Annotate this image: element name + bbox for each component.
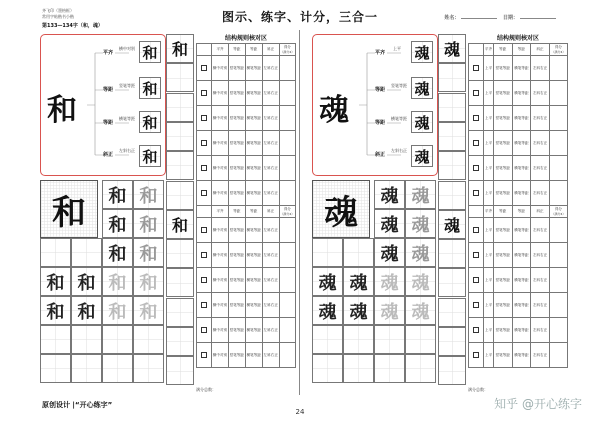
score-rule-cell[interactable]: 横笔等距 bbox=[245, 56, 262, 81]
score-value-cell[interactable] bbox=[279, 131, 295, 156]
score-rule-cell[interactable]: 横中对别 bbox=[212, 318, 229, 343]
right-branch-cat-4: 斜正 bbox=[375, 152, 386, 158]
name-date-fields bbox=[444, 14, 560, 21]
score-rule-cell[interactable]: 竖笔等距 bbox=[493, 156, 512, 181]
score-rule-cell[interactable]: 上平 bbox=[484, 131, 494, 156]
score-rule-cell[interactable]: 左斜右正 bbox=[262, 268, 279, 293]
trace-cell[interactable] bbox=[166, 63, 194, 92]
score-rule-cell[interactable]: 横笔等距 bbox=[245, 181, 262, 206]
score-rule-cell[interactable]: 横笔等距 bbox=[512, 106, 531, 131]
score-rule-cell[interactable]: 横中对别 bbox=[212, 106, 229, 131]
page-title: 图示、练字、计分，三合一 bbox=[221, 10, 378, 24]
score-rule-cell[interactable]: 左斜右正 bbox=[531, 156, 550, 181]
left-panel-title: 结构规则核对区 bbox=[224, 35, 267, 42]
score-rule-cell[interactable]: 横笔等距 bbox=[512, 293, 531, 318]
left-branch-cat-2: 等距 bbox=[103, 87, 114, 93]
left-example-1: 和 bbox=[139, 41, 161, 63]
score-checkbox[interactable] bbox=[201, 277, 207, 283]
practice-cell[interactable]: 魂 bbox=[374, 296, 405, 325]
score-value-cell[interactable] bbox=[279, 106, 295, 131]
practice-cell[interactable] bbox=[71, 354, 102, 383]
score-rule-cell[interactable]: 左斜右正 bbox=[262, 293, 279, 318]
score-rule-cell[interactable]: 横笔等距 bbox=[512, 343, 531, 368]
score-checkbox[interactable] bbox=[473, 302, 479, 308]
score-rule-cell[interactable]: 左斜右正 bbox=[531, 131, 550, 156]
score-grid bbox=[468, 43, 568, 368]
practice-cell[interactable]: 和 bbox=[102, 209, 133, 238]
practice-cell[interactable]: 魂 bbox=[343, 267, 374, 296]
score-value-cell[interactable] bbox=[549, 343, 567, 368]
score-head-cell: 斜正 bbox=[531, 206, 550, 218]
score-checkbox[interactable] bbox=[473, 277, 479, 283]
trace-cell[interactable] bbox=[438, 181, 466, 210]
right-branch-rule-4: 左斜右正 bbox=[391, 148, 407, 153]
score-value-cell[interactable] bbox=[279, 268, 295, 293]
brand-footer: 原创设计 |“开心练字” bbox=[42, 401, 113, 409]
score-rule-cell[interactable]: 横笔等距 bbox=[512, 156, 531, 181]
practice-cell[interactable] bbox=[374, 354, 405, 383]
score-rule-cell[interactable]: 横笔等距 bbox=[512, 318, 531, 343]
score-checkbox[interactable] bbox=[201, 327, 207, 333]
score-rule-cell[interactable]: 横笔等距 bbox=[245, 343, 262, 368]
trace-cell[interactable] bbox=[166, 122, 194, 151]
score-value-cell[interactable] bbox=[279, 243, 295, 268]
practice-cell[interactable] bbox=[71, 325, 102, 354]
score-rule-cell[interactable]: 左斜右正 bbox=[262, 318, 279, 343]
left-example-4: 和 bbox=[139, 145, 161, 167]
score-rule-cell[interactable]: 上平 bbox=[484, 56, 494, 81]
score-head-cell: 得分 （满分4） bbox=[549, 206, 567, 218]
score-rule-cell[interactable]: 竖笔等距 bbox=[493, 81, 512, 106]
score-value-cell[interactable] bbox=[279, 56, 295, 81]
score-head-cell: 等距 bbox=[245, 206, 262, 218]
score-rule-cell[interactable]: 横笔等距 bbox=[245, 106, 262, 131]
practice-cell[interactable]: 魂 bbox=[405, 296, 436, 325]
score-rule-cell[interactable]: 横中对别 bbox=[212, 181, 229, 206]
practice-cell[interactable]: 和 bbox=[133, 209, 164, 238]
score-rule-cell[interactable]: 横笔等距 bbox=[512, 181, 531, 206]
right-diagram-char: 魂 bbox=[319, 93, 349, 128]
score-rule-cell[interactable]: 左斜右正 bbox=[531, 106, 550, 131]
practice-cell[interactable] bbox=[343, 325, 374, 354]
score-rule-cell[interactable]: 竖笔等距 bbox=[228, 293, 245, 318]
practice-cell[interactable]: 魂 bbox=[374, 180, 405, 209]
practice-cell[interactable]: 魂 bbox=[374, 209, 405, 238]
score-checkbox[interactable] bbox=[201, 302, 207, 308]
score-rule-cell[interactable]: 横中对别 bbox=[212, 343, 229, 368]
score-rule-cell[interactable]: 竖笔等距 bbox=[228, 106, 245, 131]
score-head-cell: 等距 bbox=[228, 206, 245, 218]
left-branch-rule-2: 竖笔等距 bbox=[119, 83, 135, 88]
score-rule-cell[interactable]: 竖笔等距 bbox=[493, 106, 512, 131]
score-value-cell[interactable] bbox=[279, 81, 295, 106]
practice-cell[interactable]: 魂 bbox=[405, 238, 436, 267]
name-line[interactable] bbox=[461, 18, 497, 19]
score-head-cell: 平齐 bbox=[212, 44, 229, 56]
left-branch-cat-3: 等距 bbox=[103, 120, 114, 126]
left-trace-column bbox=[166, 34, 194, 386]
name-label: 姓名： bbox=[444, 15, 460, 21]
score-value-cell[interactable] bbox=[549, 56, 567, 81]
practice-cell[interactable]: 魂 bbox=[405, 209, 436, 238]
score-rule-cell[interactable]: 竖笔等距 bbox=[228, 156, 245, 181]
practice-cell[interactable]: 魂 bbox=[312, 267, 343, 296]
left-branch-cat-1: 平齐 bbox=[103, 50, 114, 56]
score-head-cell: 平齐 bbox=[484, 44, 494, 56]
score-rule-cell[interactable]: 左斜右正 bbox=[262, 81, 279, 106]
score-checkbox[interactable] bbox=[473, 65, 479, 71]
score-head-cell: 平齐 bbox=[212, 206, 229, 218]
practice-cell[interactable]: 魂 bbox=[343, 296, 374, 325]
left-structure-diagram bbox=[40, 34, 166, 176]
score-rule-cell[interactable]: 上平 bbox=[484, 181, 494, 206]
score-value-cell[interactable] bbox=[549, 293, 567, 318]
trace-cell[interactable]: 和 bbox=[166, 210, 194, 239]
score-checkbox[interactable] bbox=[473, 90, 479, 96]
practice-cell[interactable]: 魂 bbox=[374, 238, 405, 267]
trace-cell[interactable] bbox=[438, 356, 466, 385]
score-rule-cell[interactable]: 竖笔等距 bbox=[493, 318, 512, 343]
score-rule-cell[interactable]: 横中对别 bbox=[212, 131, 229, 156]
score-rule-cell[interactable]: 横笔等距 bbox=[245, 268, 262, 293]
right-big-char: 魂 bbox=[324, 192, 358, 233]
score-rule-cell[interactable]: 竖笔等距 bbox=[228, 181, 245, 206]
practice-cell[interactable]: 和 bbox=[133, 180, 164, 209]
score-rule-cell[interactable]: 竖笔等距 bbox=[493, 181, 512, 206]
practice-cell[interactable]: 和 bbox=[71, 296, 102, 325]
score-checkbox[interactable] bbox=[473, 140, 479, 146]
left-branch-rule-1: 横中对别 bbox=[119, 46, 135, 51]
score-value-cell[interactable] bbox=[279, 293, 295, 318]
watermark: 知乎 @开心练字 bbox=[494, 397, 582, 411]
score-head-cell: 等距 bbox=[512, 44, 531, 56]
score-checkbox[interactable] bbox=[201, 165, 207, 171]
score-rule-cell[interactable]: 竖笔等距 bbox=[228, 343, 245, 368]
right-example-2: 魂 bbox=[411, 77, 433, 99]
practice-cell[interactable] bbox=[71, 238, 102, 267]
score-rule-cell[interactable]: 横笔等距 bbox=[512, 81, 531, 106]
right-panel-title: 结构规则核对区 bbox=[496, 35, 539, 42]
score-rule-cell[interactable]: 上平 bbox=[484, 81, 494, 106]
practice-cell[interactable]: 和 bbox=[40, 267, 71, 296]
trace-cell[interactable] bbox=[166, 298, 194, 327]
page-number: 24 bbox=[295, 408, 305, 416]
score-rule-cell[interactable]: 横笔等距 bbox=[245, 156, 262, 181]
series-label: 齐飞印（墨格框） bbox=[42, 8, 74, 13]
score-value-cell[interactable] bbox=[549, 156, 567, 181]
score-checkbox[interactable] bbox=[473, 327, 479, 333]
trace-cell[interactable] bbox=[438, 122, 466, 151]
score-rule-cell[interactable]: 横中对别 bbox=[212, 56, 229, 81]
score-value-cell[interactable] bbox=[279, 343, 295, 368]
practice-cell[interactable] bbox=[40, 238, 71, 267]
practice-cell[interactable]: 魂 bbox=[405, 267, 436, 296]
score-rule-cell[interactable]: 竖笔等距 bbox=[228, 318, 245, 343]
trace-cell[interactable] bbox=[438, 93, 466, 122]
left-branch-rule-4: 左斜右正 bbox=[119, 148, 135, 153]
score-head-cell: 平齐 bbox=[484, 206, 494, 218]
score-head-cell: 斜正 bbox=[262, 44, 279, 56]
trace-cell[interactable] bbox=[438, 268, 466, 297]
practice-cell[interactable]: 和 bbox=[40, 296, 71, 325]
score-rule-cell[interactable]: 横中对别 bbox=[212, 156, 229, 181]
left-diagram-char: 和 bbox=[47, 93, 77, 128]
score-value-cell[interactable] bbox=[279, 218, 295, 243]
right-practice-grid[interactable] bbox=[312, 180, 436, 385]
score-rule-cell[interactable]: 横中对别 bbox=[212, 218, 229, 243]
score-rule-cell[interactable]: 竖笔等距 bbox=[493, 56, 512, 81]
score-rule-cell[interactable]: 竖笔等距 bbox=[493, 343, 512, 368]
score-rule-cell[interactable]: 竖笔等距 bbox=[228, 218, 245, 243]
practice-cell[interactable]: 和 bbox=[102, 180, 133, 209]
trace-cell[interactable] bbox=[166, 327, 194, 356]
score-value-cell[interactable] bbox=[549, 106, 567, 131]
score-head-cell: 等距 bbox=[245, 44, 262, 56]
practice-cell[interactable]: 魂 bbox=[374, 267, 405, 296]
practice-cell[interactable]: 和 bbox=[102, 296, 133, 325]
score-checkbox[interactable] bbox=[473, 227, 479, 233]
practice-cell[interactable] bbox=[40, 325, 71, 354]
score-rule-cell[interactable]: 左斜右正 bbox=[531, 218, 550, 243]
score-head-cell: 等距 bbox=[228, 44, 245, 56]
trace-cell[interactable]: 魂 bbox=[438, 210, 466, 239]
score-value-cell[interactable] bbox=[549, 131, 567, 156]
score-rule-cell[interactable]: 横笔等距 bbox=[512, 218, 531, 243]
date-line[interactable] bbox=[520, 18, 556, 19]
practice-cell[interactable] bbox=[343, 354, 374, 383]
score-checkbox[interactable] bbox=[473, 190, 479, 196]
score-rule-cell[interactable]: 上平 bbox=[484, 156, 494, 181]
char-range: 第133—134字（和，魂） bbox=[42, 23, 103, 29]
score-checkbox[interactable] bbox=[201, 190, 207, 196]
score-checkbox[interactable] bbox=[473, 115, 479, 121]
right-branch-cat-3: 等距 bbox=[375, 120, 386, 126]
right-trace-column bbox=[438, 34, 466, 386]
trace-cell[interactable]: 魂 bbox=[438, 34, 466, 63]
right-branch-cat-2: 等距 bbox=[375, 87, 386, 93]
right-score-table bbox=[468, 43, 568, 378]
score-rule-cell[interactable]: 竖笔等距 bbox=[228, 243, 245, 268]
score-rule-cell[interactable]: 竖笔等距 bbox=[228, 81, 245, 106]
series-subtitle: 常用字帖楷书小楷 bbox=[42, 14, 74, 19]
practice-cell[interactable]: 和 bbox=[133, 296, 164, 325]
score-head-cell: 等距 bbox=[493, 206, 512, 218]
score-rule-cell[interactable]: 横笔等距 bbox=[245, 218, 262, 243]
score-head-cell: 得分 （满分4） bbox=[280, 45, 295, 54]
score-rule-cell[interactable]: 上平 bbox=[484, 243, 494, 268]
practice-cell[interactable]: 魂 bbox=[312, 296, 343, 325]
trace-cell[interactable] bbox=[166, 239, 194, 268]
practice-cell[interactable]: 魂 bbox=[405, 180, 436, 209]
practice-cell[interactable] bbox=[343, 238, 374, 267]
center-divider bbox=[299, 30, 300, 395]
score-rule-cell[interactable]: 左斜右正 bbox=[531, 56, 550, 81]
left-practice-grid[interactable] bbox=[40, 180, 164, 385]
score-value-cell[interactable] bbox=[549, 181, 567, 206]
trace-cell[interactable] bbox=[438, 327, 466, 356]
score-checkbox[interactable] bbox=[201, 115, 207, 121]
score-rule-cell[interactable]: 横笔等距 bbox=[245, 81, 262, 106]
score-value-cell[interactable] bbox=[279, 181, 295, 206]
practice-cell[interactable]: 和 bbox=[133, 238, 164, 267]
score-grid bbox=[196, 43, 296, 368]
score-rule-cell[interactable]: 上平 bbox=[484, 268, 494, 293]
practice-cell[interactable] bbox=[374, 325, 405, 354]
score-rule-cell[interactable]: 竖笔等距 bbox=[228, 268, 245, 293]
score-checkbox[interactable] bbox=[201, 252, 207, 258]
score-rule-cell[interactable]: 横中对别 bbox=[212, 293, 229, 318]
score-rule-cell[interactable]: 竖笔等距 bbox=[493, 268, 512, 293]
score-checkbox[interactable] bbox=[201, 90, 207, 96]
trace-cell[interactable] bbox=[166, 268, 194, 297]
score-rule-cell[interactable]: 横笔等距 bbox=[512, 243, 531, 268]
right-total-label: 满分总数： bbox=[468, 387, 488, 392]
practice-cell[interactable]: 和 bbox=[71, 267, 102, 296]
score-rule-cell[interactable]: 竖笔等距 bbox=[228, 56, 245, 81]
score-value-cell[interactable] bbox=[549, 218, 567, 243]
left-branch-rule-3: 横笔等距 bbox=[119, 116, 135, 121]
trace-cell[interactable] bbox=[438, 239, 466, 268]
score-rule-cell[interactable]: 横笔等距 bbox=[245, 318, 262, 343]
score-value-cell[interactable] bbox=[279, 318, 295, 343]
score-rule-cell[interactable]: 左斜右正 bbox=[262, 343, 279, 368]
score-rule-cell[interactable]: 横中对别 bbox=[212, 268, 229, 293]
score-rule-cell[interactable]: 横笔等距 bbox=[245, 243, 262, 268]
left-branch-cat-4: 斜正 bbox=[103, 152, 114, 158]
score-rule-cell[interactable]: 左斜右正 bbox=[262, 106, 279, 131]
score-rule-cell[interactable]: 横笔等距 bbox=[512, 131, 531, 156]
score-rule-cell[interactable]: 上平 bbox=[484, 293, 494, 318]
practice-cell[interactable] bbox=[312, 325, 343, 354]
score-head-cell: 得分 （满分4） bbox=[280, 207, 295, 216]
score-checkbox[interactable] bbox=[201, 352, 207, 358]
trace-cell[interactable] bbox=[166, 151, 194, 180]
right-branch-cat-1: 平齐 bbox=[375, 50, 386, 56]
score-rule-cell[interactable]: 横中对别 bbox=[212, 243, 229, 268]
practice-cell[interactable] bbox=[102, 354, 133, 383]
right-example-4: 魂 bbox=[411, 145, 433, 167]
practice-cell[interactable] bbox=[133, 325, 164, 354]
trace-cell[interactable] bbox=[166, 181, 194, 210]
score-rule-cell[interactable]: 左斜右正 bbox=[262, 56, 279, 81]
score-value-cell[interactable] bbox=[549, 268, 567, 293]
trace-cell[interactable] bbox=[438, 63, 466, 92]
score-rule-cell[interactable]: 横笔等距 bbox=[245, 293, 262, 318]
score-rule-cell[interactable]: 左斜右正 bbox=[531, 181, 550, 206]
score-rule-cell[interactable]: 左斜右正 bbox=[531, 343, 550, 368]
score-rule-cell[interactable]: 左斜右正 bbox=[531, 293, 550, 318]
practice-cell[interactable]: 和 bbox=[102, 238, 133, 267]
score-rule-cell[interactable]: 左斜右正 bbox=[262, 181, 279, 206]
score-rule-cell[interactable]: 竖笔等距 bbox=[493, 293, 512, 318]
score-rule-cell[interactable]: 横笔等距 bbox=[512, 268, 531, 293]
score-value-cell[interactable] bbox=[549, 81, 567, 106]
score-value-cell[interactable] bbox=[549, 318, 567, 343]
trace-cell[interactable] bbox=[166, 93, 194, 122]
trace-cell[interactable]: 和 bbox=[166, 34, 194, 63]
left-score-table bbox=[196, 43, 296, 378]
score-head-cell: 等距 bbox=[493, 44, 512, 56]
left-example-3: 和 bbox=[139, 111, 161, 133]
trace-cell[interactable] bbox=[166, 356, 194, 385]
score-checkbox[interactable] bbox=[201, 140, 207, 146]
score-rule-cell[interactable]: 左斜右正 bbox=[531, 81, 550, 106]
practice-cell[interactable] bbox=[312, 354, 343, 383]
right-branch-rule-2: 竖笔等距 bbox=[391, 83, 407, 88]
right-example-3: 魂 bbox=[411, 111, 433, 133]
score-rule-cell[interactable]: 上平 bbox=[484, 218, 494, 243]
right-branch-rule-1: 上平 bbox=[393, 46, 401, 51]
score-head-cell: 斜正 bbox=[531, 44, 550, 56]
practice-cell[interactable] bbox=[133, 354, 164, 383]
score-checkbox[interactable] bbox=[201, 65, 207, 71]
score-checkbox[interactable] bbox=[473, 252, 479, 258]
practice-cell[interactable] bbox=[405, 354, 436, 383]
score-rule-cell[interactable]: 竖笔等距 bbox=[228, 131, 245, 156]
date-label: 日期： bbox=[502, 15, 518, 21]
score-value-cell[interactable] bbox=[279, 156, 295, 181]
score-rule-cell[interactable]: 竖笔等距 bbox=[493, 131, 512, 156]
score-rule-cell[interactable]: 上平 bbox=[484, 318, 494, 343]
practice-cell[interactable] bbox=[40, 354, 71, 383]
trace-cell[interactable] bbox=[438, 151, 466, 180]
score-head-cell: 斜正 bbox=[262, 206, 279, 218]
practice-cell[interactable]: 和 bbox=[102, 267, 133, 296]
score-rule-cell[interactable]: 竖笔等距 bbox=[493, 243, 512, 268]
score-head-cell: 得分 （满分4） bbox=[549, 44, 567, 56]
practice-cell[interactable] bbox=[312, 238, 343, 267]
right-branch-rule-3: 横笔等距 bbox=[391, 116, 407, 121]
score-rule-cell[interactable]: 左斜右正 bbox=[531, 268, 550, 293]
score-rule-cell[interactable]: 左斜右正 bbox=[531, 318, 550, 343]
score-checkbox[interactable] bbox=[473, 165, 479, 171]
score-rule-cell[interactable]: 横笔等距 bbox=[512, 56, 531, 81]
left-example-2: 和 bbox=[139, 77, 161, 99]
score-rule-cell[interactable]: 竖笔等距 bbox=[493, 218, 512, 243]
right-structure-diagram bbox=[312, 34, 438, 176]
left-big-char: 和 bbox=[52, 192, 86, 233]
score-value-cell[interactable] bbox=[549, 243, 567, 268]
score-rule-cell[interactable]: 上平 bbox=[484, 343, 494, 368]
score-rule-cell[interactable]: 左斜右正 bbox=[262, 156, 279, 181]
score-rule-cell[interactable]: 左斜右正 bbox=[262, 218, 279, 243]
right-example-1: 魂 bbox=[411, 41, 433, 63]
trace-cell[interactable] bbox=[438, 298, 466, 327]
score-rule-cell[interactable]: 横笔等距 bbox=[245, 131, 262, 156]
practice-cell[interactable] bbox=[102, 325, 133, 354]
score-rule-cell[interactable]: 左斜右正 bbox=[262, 131, 279, 156]
score-head-cell: 等距 bbox=[512, 206, 531, 218]
practice-cell[interactable] bbox=[405, 325, 436, 354]
score-rule-cell[interactable]: 左斜右正 bbox=[262, 243, 279, 268]
left-total-label: 满分总数： bbox=[196, 387, 216, 392]
score-checkbox[interactable] bbox=[473, 352, 479, 358]
score-rule-cell[interactable]: 上平 bbox=[484, 106, 494, 131]
score-rule-cell[interactable]: 左斜右正 bbox=[531, 243, 550, 268]
score-rule-cell[interactable]: 横中对别 bbox=[212, 81, 229, 106]
practice-cell[interactable]: 和 bbox=[133, 267, 164, 296]
score-checkbox[interactable] bbox=[201, 227, 207, 233]
